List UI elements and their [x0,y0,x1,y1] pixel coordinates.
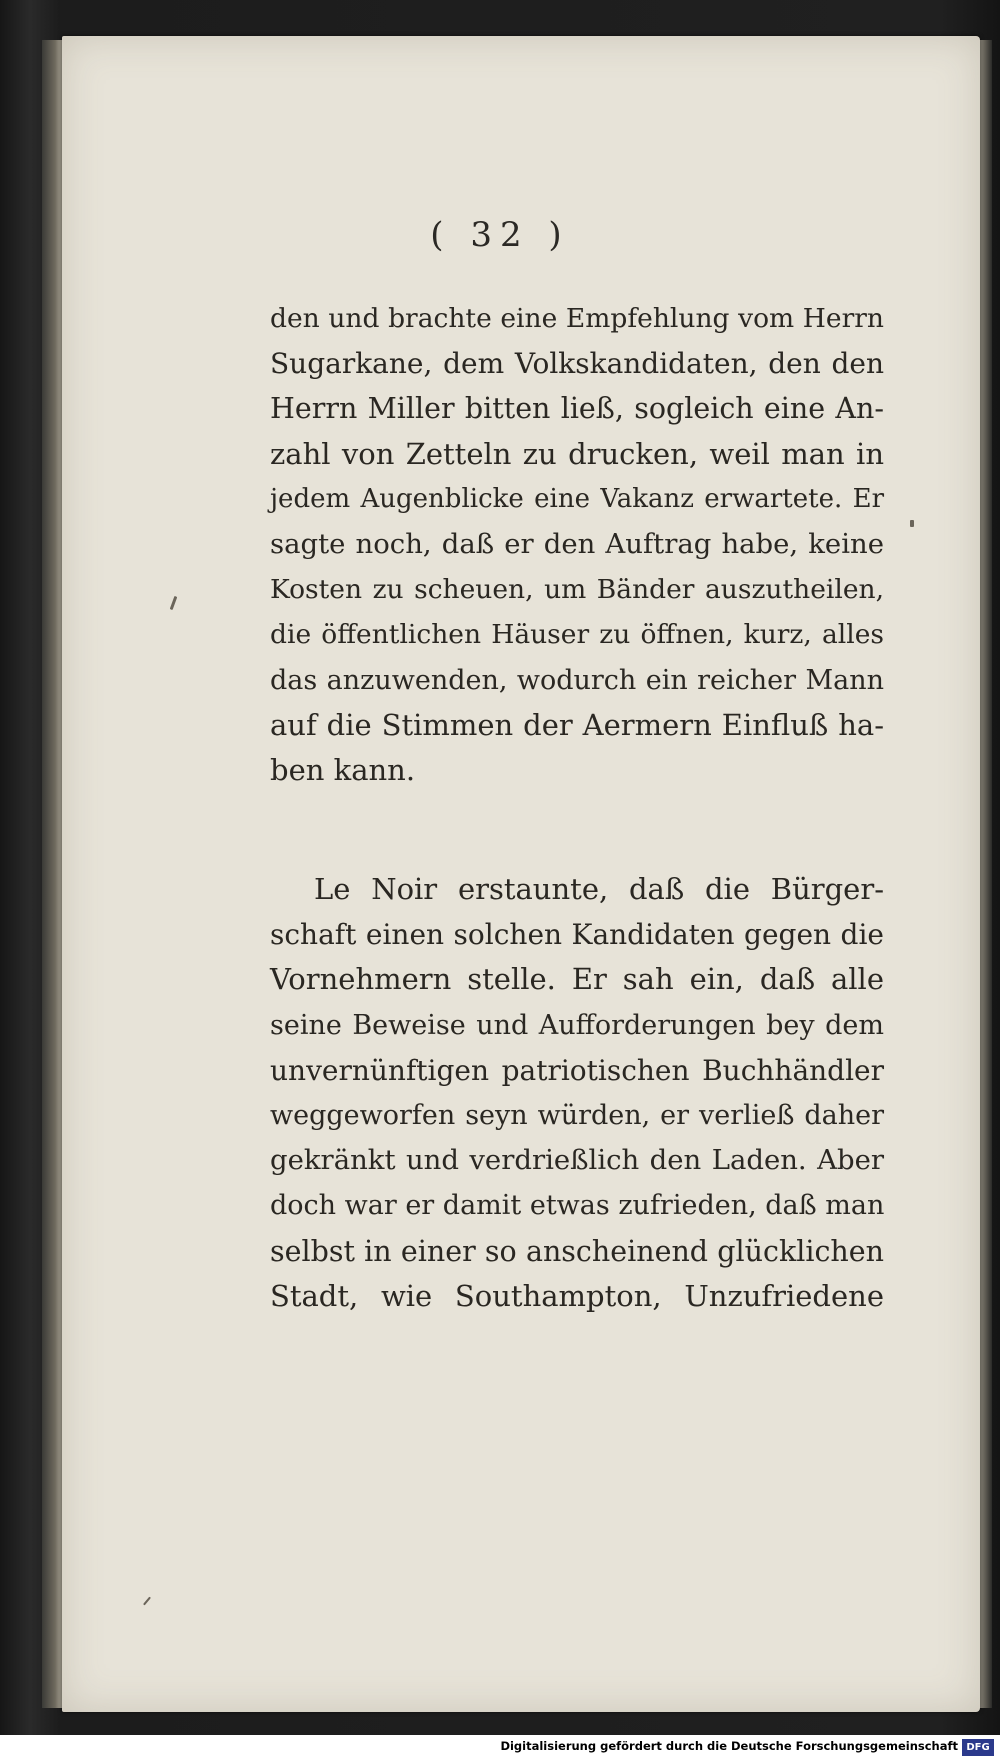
page-number: ( 32 ) [430,215,570,255]
text-line: das anzuwenden, wodurch ein reicher Mann [270,664,884,696]
paper-speck [143,1597,151,1606]
footer-bar [0,1735,1000,1761]
text-line: ben kann. [270,752,416,787]
paragraph-2 [270,867,884,1319]
dfg-logo: DFG [962,1739,994,1756]
text-line: die öffentlichen Häuser zu öffnen, kurz, alles [270,619,884,651]
text-line: jedem Augenblicke eine Vakanz erwartete. Er [270,483,884,514]
text-line: auf die Stimmen der Aermern Einfluß ha- [270,707,884,742]
text-line: weggeworfen seyn würden, er verließ daher [270,1099,884,1131]
text-line: unvernünftigen patriotischen Buchhändler [270,1053,884,1087]
text-line: selbst in einer so anscheinend glücklichen [270,1234,884,1268]
text-line: Kosten zu scheuen, um Bänder auszutheilen, [270,574,884,606]
funding-credit: Digitalisierung gefördert durch die Deutsche Forschungsgemeinschaft [500,1739,958,1753]
text-line: Le Noir erstaunte, daß die Bürger- [314,872,884,906]
paper-speck [170,596,178,610]
text-line: seine Beweise und Aufforderungen bey dem [270,1009,884,1041]
text-line: Herrn Miller bitten ließ, sogleich eine An- [270,392,884,426]
book-gutter-edge [42,40,64,1708]
text-line: den und brachte eine Empfehlung vom Herrn [270,303,884,334]
text-line: Sugarkane, dem Volkskandidaten, den den [270,347,884,381]
text-line: schaft einen solchen Kandidaten gegen die [270,918,884,952]
text-line: doch war er damit etwas zufrieden, daß man [270,1190,885,1222]
paragraph-1 [270,296,884,793]
text-line: Stadt, wie Southampton, Unzufriedene [270,1278,884,1313]
text-line: zahl von Zetteln zu drucken, weil man in [270,436,884,471]
text-line: Vornehmern stelle. Er sah ein, daß alle [270,962,884,997]
paper-speck [910,520,914,527]
text-line: gekränkt und verdrießlich den Laden. Aber [270,1144,884,1177]
text-line: sagte noch, daß er den Auftrag habe, keine [270,527,884,560]
